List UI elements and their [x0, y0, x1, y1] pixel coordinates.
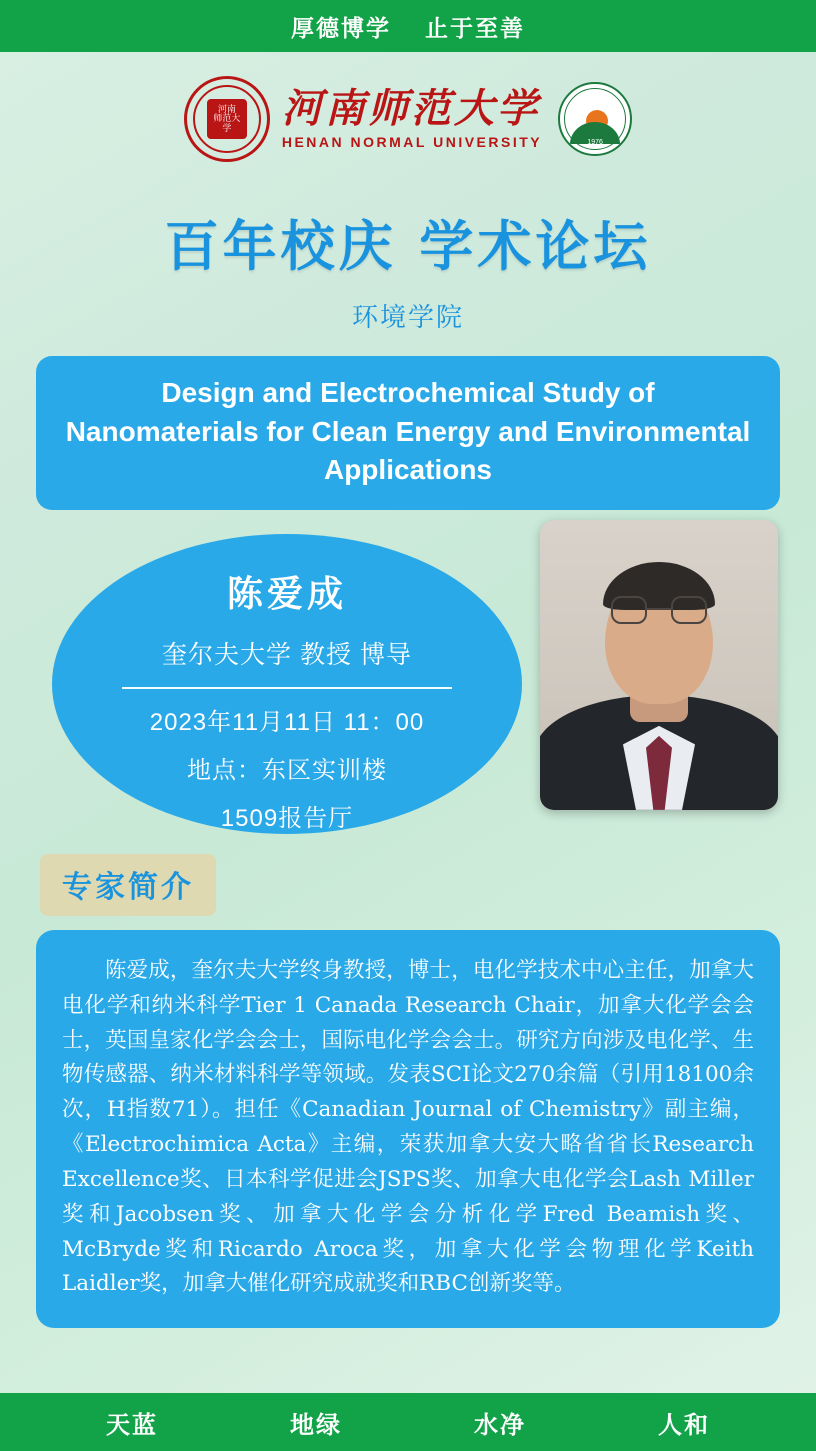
bottom-banner-item-1: 地绿 [290, 1411, 342, 1439]
top-banner-right-motto: 止于至善 [425, 14, 525, 41]
logo-row [0, 76, 816, 162]
college-seal-icon [558, 82, 632, 156]
bottom-banner-item-3: 人和 [658, 1411, 710, 1439]
page-subtitle: 环境学院 [351, 302, 464, 332]
university-name-block [281, 85, 543, 150]
university-name-cn: 河南师范大学 [281, 85, 540, 132]
page-title: 百年校庆 学术论坛 [164, 214, 652, 278]
bio-section-tag: 专家简介 [40, 854, 216, 916]
talk-title-panel: Design and Electrochemical Study of Nanomaterials for Clean Energy and Environmental Applications [36, 356, 780, 510]
speaker-block [0, 520, 816, 850]
university-name-en: HENAN NORMAL UNIVERSITY [281, 134, 543, 150]
speaker-name: 陈爱成 [226, 572, 347, 614]
bottom-banner-item-0: 天蓝 [106, 1411, 158, 1439]
talk-venue: 地点：东区实训楼 [187, 756, 387, 784]
top-banner [0, 0, 816, 52]
divider [122, 687, 452, 689]
bottom-banner-item-2: 水净 [474, 1411, 526, 1439]
bio-panel: 陈爱成，奎尔夫大学终身教授，博士，电化学技术中心主任，加拿大电化学和纳米科学Tier 1 Canada Research Chair，加拿大化学会会士，英国皇家化学会会士，国际电化学会会士。研究方向涉及电化学、生物传感器、纳米材料科学等领域。发表SCI论文270余篇（引用18100余次，H指数71）。担任《Canadian Journal of Chemistry》副主编，《Electrochimica Acta》主编，荣获加拿大安大略省省长Research Excellence奖、日本科学促进会JSPS奖、加拿大电化学会Lash Miller奖和Jacobsen奖、加拿大化学会分析化学Fred Beamish奖、McBryde奖和Ricardo Aroca奖，加拿大化学会物理化学Keith Laidler奖，加拿大催化研究成就奖和RBC创新奖等。 [36, 930, 780, 1328]
top-banner-left-motto: 厚德博学 [291, 14, 391, 41]
university-logo [184, 76, 542, 162]
talk-room: 1509报告厅 [220, 804, 354, 832]
university-seal-icon [184, 76, 270, 162]
college-seal-year: 1976 [587, 139, 603, 146]
speaker-role: 奎尔夫大学 教授 博导 [162, 640, 412, 669]
bottom-banner [0, 1393, 816, 1451]
glasses-icon [611, 596, 707, 626]
speaker-info-ellipse [52, 534, 522, 834]
talk-datetime: 2023年11月11日 11：00 [149, 708, 425, 736]
seal-inner-icon: 河南 师范大学 [207, 99, 247, 139]
speaker-portrait [540, 520, 778, 810]
